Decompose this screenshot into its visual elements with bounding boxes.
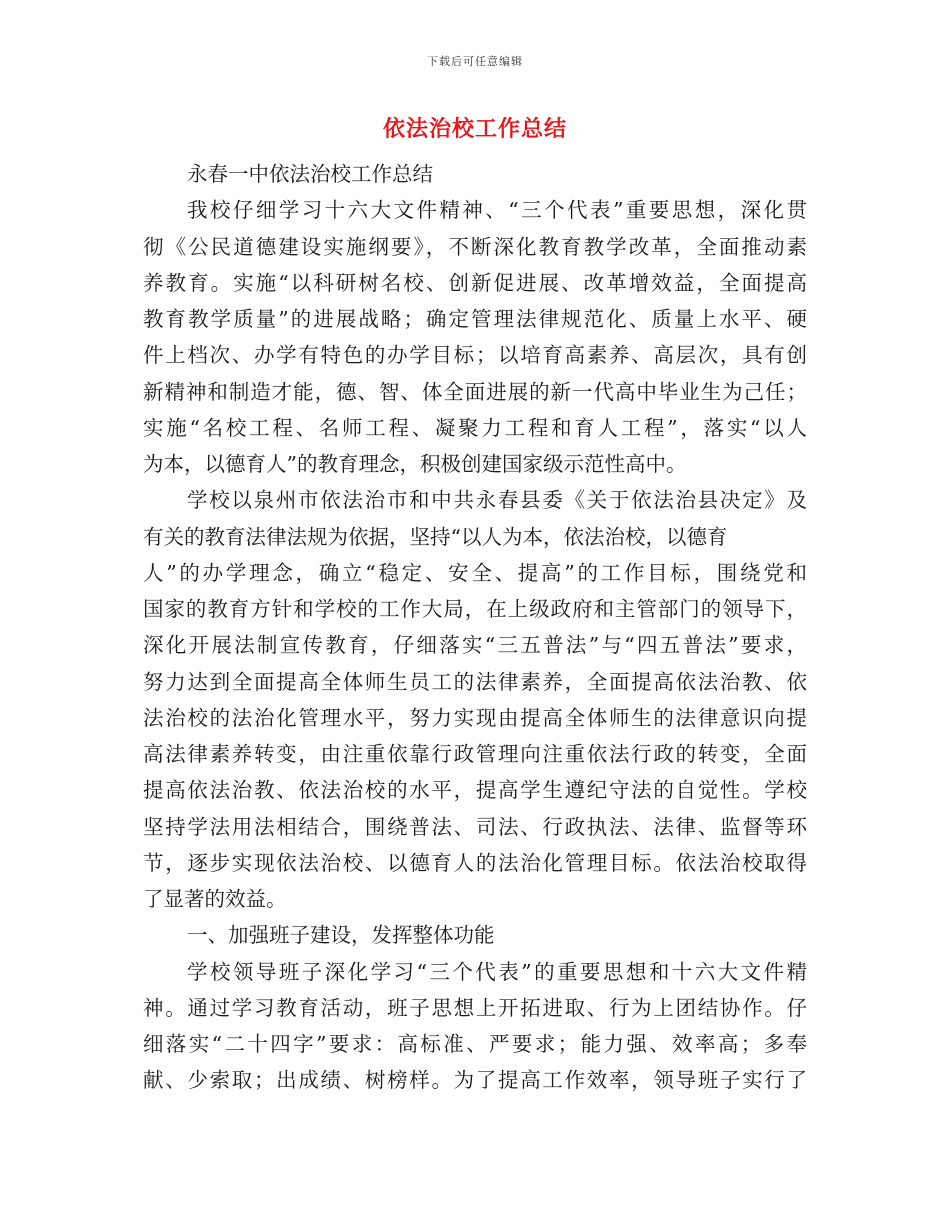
- paragraph-line: 有关的教育法律法规为依据，坚持“以人为本，依法治校，以德育: [143, 524, 728, 549]
- paragraph-line: 节，逐步实现依法治校、以德育人的法治化管理目标。依法治校取得: [143, 850, 807, 875]
- paragraph-line: 了显著的效益。: [143, 887, 287, 911]
- paragraph-line: 神。通过学习教育活动，班子思想上开拓进取、行为上团结协作。仔: [143, 995, 807, 1020]
- paragraph-line: 努力达到全面提高全体师生员工的法律素养，全面提高依法治教、依: [143, 669, 807, 694]
- paragraph-line: 学校领导班子深化学习“三个代表”的重要思想和十六大文件精: [187, 959, 807, 984]
- paragraph-line: 献、少索取；出成绩、树榜样。为了提高工作效率，领导班子实行了: [143, 1068, 807, 1093]
- paragraph-line: 新精神和制造才能，德、智、体全面进展的新一代高中毕业生为己任；: [143, 379, 807, 404]
- paragraph-line: 细落实“二十四字”要求：高标准、严要求；能力强、效率高；多奉: [143, 1032, 807, 1056]
- document-title: 依法治校工作总结: [382, 117, 567, 142]
- paragraph-line: 彻《公民道德建设实施纲要》，不断深化教育教学改革，全面推动素: [143, 234, 807, 259]
- paragraph-line: 坚持学法用法相结合，围绕普法、司法、行政执法、法律、监督等环: [143, 814, 807, 839]
- paragraph-line: 深化开展法制宣传教育，仔细落实“三五普法”与“四五普法”要求，: [143, 633, 807, 658]
- paragraph-line: 教育教学质量”的进展战略；确定管理法律规范化、质量上水平、硬: [143, 307, 807, 331]
- paragraph-line: 养教育。实施“以科研树名校、创新促进展、改革增效益，全面提高: [143, 270, 807, 295]
- paragraph-line: 实施“名校工程、名师工程、凝聚力工程和育人工程”，落实“以人: [143, 415, 807, 440]
- paragraph-line: 高法律素养转变，由注重依靠行政管理向注重依法行政的转变，全面: [143, 742, 807, 766]
- subtitle-line: 永春一中依法治校工作总结: [187, 162, 433, 186]
- paragraph-line: 我校仔细学习十六大文件精神、“三个代表”重要思想，深化贯: [187, 198, 807, 223]
- paragraph-line: 学校以泉州市依法治市和中共永春县委《关于依法治县决定》及: [187, 488, 807, 513]
- paragraph-line: 人”的办学理念，确立“稳定、安全、提高”的工作目标，围绕党和: [143, 560, 807, 585]
- paragraph-line: 件上档次、办学有特色的办学目标；以培育高素养、高层次，具有创: [143, 343, 807, 368]
- paragraph-line: 提高依法治教、依法治校的水平，提高学生遵纪守法的自觉性。学校: [143, 778, 807, 803]
- paragraph-line: 法治校的法治化管理水平，努力实现由提高全体师生的法律意识向提: [143, 705, 807, 730]
- paragraph-line: 为本，以德育人”的教育理念，积极创建国家级示范性高中。: [143, 452, 687, 476]
- document-body: [143, 156, 807, 1099]
- section-heading: 一、加强班子建设，发挥整体功能: [187, 923, 495, 948]
- paragraph-line: 国家的教育方针和学校的工作大局，在上级政府和主管部门的领导下，: [143, 597, 807, 621]
- header-note: 下载后可任意编辑: [427, 55, 523, 68]
